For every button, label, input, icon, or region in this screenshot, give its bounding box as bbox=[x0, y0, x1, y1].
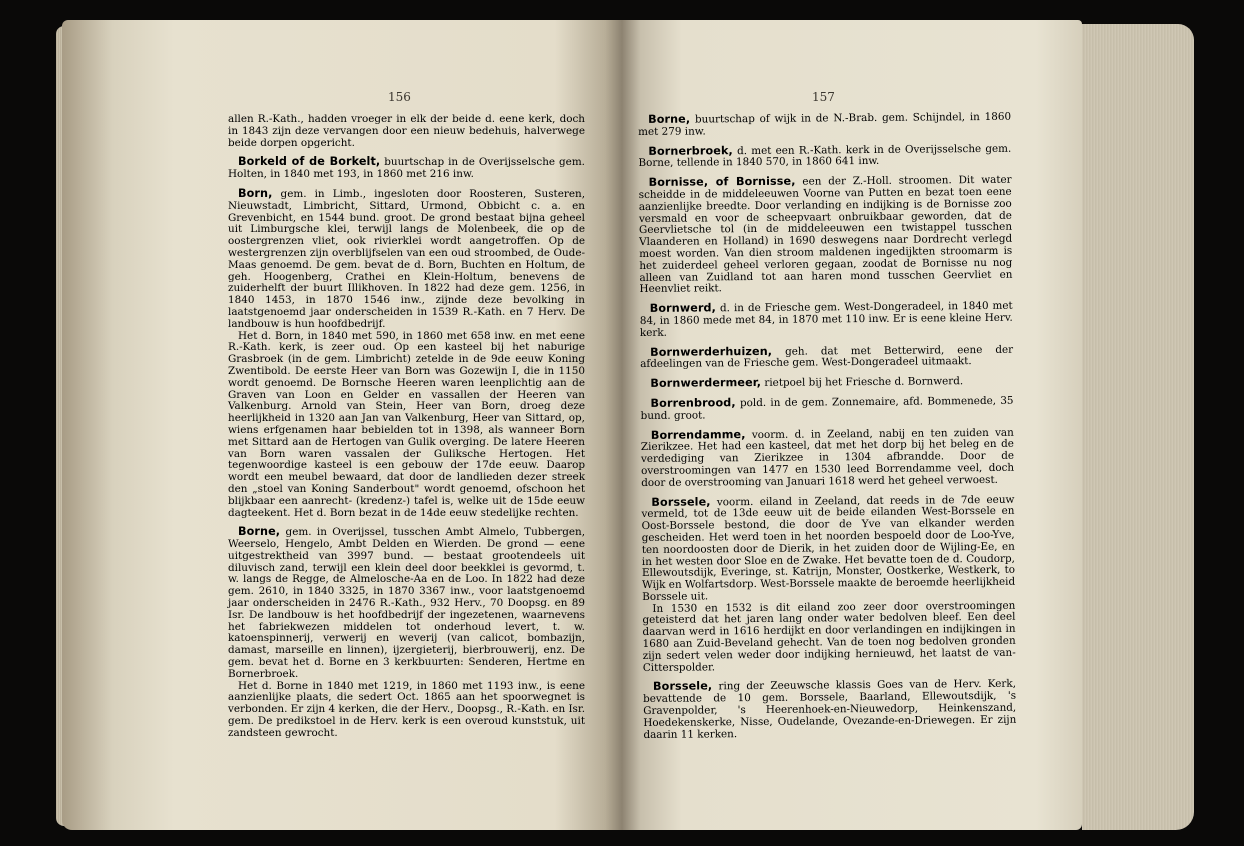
dictionary-entry bbox=[640, 300, 1013, 340]
entry-headword: Bornwerdermeer, bbox=[650, 376, 762, 391]
entry-headword: Bornerbroek, bbox=[648, 143, 733, 158]
dictionary-entry bbox=[640, 395, 1013, 423]
page-number: 157 bbox=[812, 90, 835, 104]
right-page-edges bbox=[1082, 24, 1194, 830]
entry-text: voorm. d. in Zeeland, nabij en ten zuiden van Zierikzee. Het had een kasteel, dat met het dorp bij het beleg en de verdediging van Zierikzee in 1304 afbrandde. Door de overstroomingen van 1477 en 1530 leed Borrendamme veel, doch door de overstrooming van Januari 1618 werd het geheel verwoest. bbox=[640, 426, 1015, 489]
dictionary-entry bbox=[640, 343, 1013, 371]
entry-headword: Borssele, bbox=[651, 494, 711, 509]
dictionary-entry bbox=[643, 678, 1017, 741]
entry-text: pold. in de gem. Zonnemaire, afd. Bommenede, 35 bund. groot. bbox=[640, 394, 1014, 422]
entry-paragraph: In 1530 en 1532 is dit eiland zoo zeer door overstroomingen geteisterd dat het jaren lang onder water bedolven bleef. Een deel daarvan werd in 1616 herdijkt en door verlandingen en indijkingen in 1680 aan Zuid-Beveland gehecht. Van de toen nog bedolven gronden zijn sedert velen weder door indijking hernieuwd, het laatst de van-Citterspolder. bbox=[642, 599, 1016, 674]
entry-text: d. met een R.-Kath. kerk in de Overijsselsche gem. Borne, tellende in 1840 570, in 1860 641 inw. bbox=[638, 142, 1012, 170]
left-text-column bbox=[228, 114, 585, 747]
dictionary-entry bbox=[228, 188, 585, 519]
entry-headword: Bornwerd, bbox=[649, 301, 717, 316]
entry-headword: Born, bbox=[238, 186, 273, 200]
entry-text: d. in de Friesche gem. West-Dongeradeel, in 1840 met 84, in 1860 mede met 84, in 1870 met 110 inw. Er is eene kleine Herv. kerk. bbox=[639, 299, 1013, 339]
right-text-column bbox=[638, 111, 1017, 749]
dictionary-entry bbox=[641, 426, 1015, 489]
dictionary-entry bbox=[640, 375, 1013, 391]
entry-text: gem. in Overijssel, tusschen Ambt Almelo, Tubbergen, Weerselo, Hengelo, Ambt Delden en Wierden. De grond — eene uitgestrektheid van 3997 bund. — bestaat grootendeels uit diluvisch zand, terwijl een klein deel door beekklei is gevormd, t. w. langs de Regge, de Almelosche-Aa en de Loo. In 1822 had deze gem. 2610, in 1840 3325, in 1870 3367 inw., voor laatstgenoemd jaar onderscheiden in 2476 R.-Kath., 932 Herv., 70 Doopsg. en 89 Isr. De landbouw is het hoofdbedrijf der ingezetenen, waarnevens het fabriekwezen middelen tot onderhoud levert, t. w. katoenspinnerij, verwerij en weverij (van calicot, bombazijn, damast, marseille en linnen), ijzergieterij, bierbrouwerij, enz. De gem. bevat het d. Borne en 3 kerkbuurten: Senderen, Hertme en Bornerbroek. bbox=[228, 526, 585, 680]
entry-text: buurtschap of wijk in de N.-Brab. gem. Schijndel, in 1860 met 279 inw. bbox=[638, 110, 1012, 138]
entry-text: ring der Zeeuwsche klassis Goes van de Herv. Kerk, bevattende de 10 gem. Borssele, Baarland, Ellewoutsdijk, 's Gravenpolder, 's Heerenhoek-en-Nieuwedorp, Heinkenszand, Hoedekenskerke, Nisse, Oudelande, Ovezande-en-Driewegen. Er zijn daarin 11 kerken. bbox=[643, 678, 1017, 741]
entry-text: buurtschap in de Overijsselsche gem. Holten, in 1840 met 193, in 1860 met 216 inw. bbox=[228, 156, 585, 181]
entry-paragraph: allen R.-Kath., hadden vroeger in elk der beide d. eene kerk, doch in 1843 zijn deze vervangen door een nieuw bedehuis, halverwege beide dorpen opgericht. bbox=[228, 113, 585, 149]
entry-headword: Borrendamme, bbox=[650, 427, 746, 442]
entry-headword: Borkeld of de Borkelt, bbox=[238, 155, 381, 169]
entry-text: geh. dat met Betterwird, eene der afdeelingen van de Friesche gem. West-Dongeradeel uitmaakt. bbox=[640, 343, 1014, 371]
entry-text: voorm. eiland in Zeeland, dat reeds in de 7de eeuw vermeld, tot de 13de eeuw uit de beide eilanden West-Borssele en Oost-Borssele bestond, die door de Yve van elkander werden gescheiden. Het werd toen in het noorden bespoeld door de Loo-Yve, ten noordoosten door de Dierik, in het zuiden door de Wijling-Ee, en in het westen door Sloe en de Zwake. Het bevatte toen de d. Coudorp, Ellewoutsdijk, Everinge, st. Katrijn, Monster, Oostkerke, Westkerk, to Wijk en Wolfartsdorp. West-Borssele maakte de beroemde heerlijkheid Borssele uit. bbox=[641, 493, 1016, 603]
entry-text: rietpoel bij het Friesche d. Bornwerd. bbox=[761, 375, 964, 390]
dictionary-entry bbox=[228, 114, 585, 149]
entry-text: een der Z.-Holl. stroomen. Dit water scheidde in de middeleeuwen Voorne van Putten en bezat toen eene aanzienlijke breedte. Door verlanding en indijking is de Bornisse zoo versmald en voor de scheepvaart onbruikbaar geworden, dat de Geervlietsche tol (in de middeleeuwen een twistappel tusschen Vlaanderen en Holland) in 1690 deswegens naar Dordrecht verlegd moest worden. Van dien stroom maldenen ingedijkten stroomarm is het zuiderdeel geheel verloren gegaan, zoodat de Bornisse nu nog alleen van Zuidland tot aan haren mond tusschen Geervliet en Heenvliet reikt. bbox=[638, 173, 1013, 296]
dictionary-entry bbox=[638, 142, 1011, 170]
dictionary-entry bbox=[639, 174, 1013, 296]
entry-headword: Borne, bbox=[238, 525, 281, 539]
entry-paragraph: Het d. Born, in 1840 met 590, in 1860 met 658 inw. en met eene R.-Kath. kerk, is zeer oud. Op een kasteel bij het naburige Grasbroek (in de gem. Limbricht) zetelde in de 9de eeuw Koning Zwentibold. De eerste Heer van Born was Gozewijn I, die in 1150 wordt genoemd. De Bornsche Heeren waren leenplichtig aan de Graven van Loon en Gelder en vassallen der Heeren van Valkenburg. Arnold van Stein, Heer van Born, droeg deze heerlijkheid in 1320 aan Jan van Valkenburg, Heer van Sittard, op, wiens erfgenamen haar bebielden tot in 1398, als wanneer Born met Sittard aan de Hertogen van Gulik overging. De latere Heeren van Born waren vassalen der Guliksche Hertogen. Het tegenwoordige kasteel is een gebouw der 17de eeuw. Daarop wordt een meubel bewaard, dat door de landlieden dezer streek den „stoel van Koning Sanderbout" wordt genoemd, ofschoon het blijkbaar een aanrecht- (kredenz-) tafel is, welke uit de 15de eeuw dagteekent. Het d. Born bezat in de 14de eeuw stedelijke rechten. bbox=[228, 329, 585, 519]
page-number: 156 bbox=[388, 90, 411, 104]
entry-headword: Bornwerderhuizen, bbox=[650, 344, 773, 359]
dictionary-entry bbox=[638, 111, 1011, 139]
entry-paragraph: Het d. Borne in 1840 met 1219, in 1860 met 1193 inw., is eene aanzienlijke plaats, die sedert Oct. 1865 aan het spoorwegnet is verbonden. Er zijn 4 kerken, die der Herv., Doopsg., R.-Kath. en Isr. gem. De predikstoel in de Herv. kerk is een overoud kunststuk, uit zandsteen gewrocht. bbox=[228, 679, 586, 739]
entry-headword: Borssele, bbox=[652, 679, 713, 694]
dictionary-entry bbox=[228, 156, 585, 181]
entry-headword: Borne, bbox=[647, 112, 691, 126]
entry-headword: Borrenbrood, bbox=[650, 396, 736, 410]
dictionary-entry bbox=[228, 526, 585, 739]
entry-text: gem. in Limb., ingesloten door Roosteren, Susteren, Nieuwstadt, Limbricht, Sittard, Urmond, Obbicht c. a. en Grevenbicht, en 1544 bund. groot. De grond bestaat bijna geheel uit Limburgsche klei, terwijl langs de Molenbeek, die op de oostergrenzen vliet, ook rivierklei wordt aangetroffen. Op de westergrenzen zijn overblijfselen van een oud stroombed, de Oude-Maas genoemd. De gem. bevat de d. Born, Buchten en Holtum, de geh. Hoogenberg, Crathei en Klein-Holtum, benevens de zuiderhelft der buurt Illikhoven. In 1822 had deze gem. 1256, in 1840 1453, in 1870 1546 inw., zijnde deze bevolking in laatstgenoemd jaar onderscheiden in 1539 R.-Kath. en 7 Herv. De landbouw is hun hoofdbedrijf. bbox=[228, 187, 585, 330]
dictionary-entry bbox=[641, 493, 1016, 674]
entry-headword: Bornisse, of Bornisse, bbox=[648, 174, 796, 190]
